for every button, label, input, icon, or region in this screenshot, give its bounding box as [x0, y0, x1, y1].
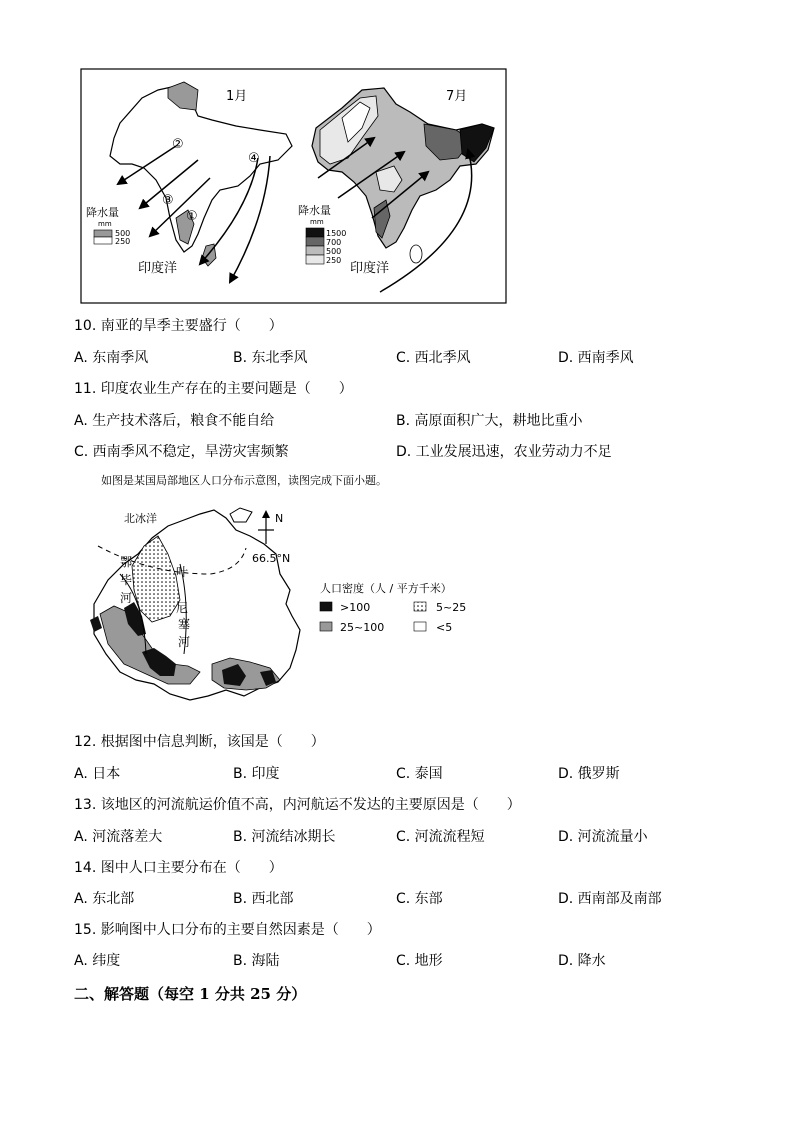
question-12-option-c[interactable]: C. 泰国 [396, 766, 443, 782]
question-15-option-a[interactable]: A. 纬度 [74, 953, 121, 969]
legend-25-100: 25~100 [340, 621, 385, 634]
legend-lt5: <5 [436, 621, 453, 634]
question-10-option-c[interactable]: C. 西北季风 [396, 350, 471, 366]
question-13-option-a[interactable]: A. 河流落差大 [74, 829, 163, 845]
arctic-ocean-label: 北冰洋 [124, 512, 157, 525]
north-arrow [258, 510, 283, 544]
question-12-stem: 12. 根据图中信息判断，该国是（ ） [74, 734, 325, 750]
question-14-option-d[interactable]: D. 西南部及南部 [558, 891, 662, 907]
river-yenisei-char-4: 河 [178, 635, 191, 649]
question-15-stem: 15. 影响图中人口分布的主要自然因素是（ ） [74, 922, 381, 938]
jul-legend-700: 700 [326, 238, 342, 247]
question-15-option-d[interactable]: D. 降水 [558, 953, 606, 969]
river-yenisei-char-3: 塞 [178, 617, 191, 631]
latitude-label: 66.5°N [252, 552, 291, 565]
question-13-option-d[interactable]: D. 河流流量小 [558, 829, 648, 845]
jan-legend-title: 降水量 [86, 206, 119, 219]
marker-1: ① [186, 209, 198, 224]
jan-legend-unit: mm [98, 220, 112, 228]
jul-legend-250: 250 [326, 256, 342, 265]
jul-legend-title: 降水量 [298, 204, 331, 217]
river-ob-char-2: 毕 [120, 573, 133, 587]
south-asia-monsoon-figure [80, 68, 507, 304]
question-13-option-c[interactable]: C. 河流流程短 [396, 829, 485, 845]
question-10-stem: 10. 南亚的旱季主要盛行（ ） [74, 318, 283, 334]
july-label: 7月 [446, 89, 468, 104]
river-yenisei-char-1: 叶 [176, 565, 189, 579]
jul-ocean-label: 印度洋 [350, 261, 390, 276]
question-15-option-b[interactable]: B. 海陆 [233, 953, 280, 969]
question-11-option-a[interactable]: A. 生产技术落后，粮食不能自给 [74, 413, 275, 429]
jul-legend-1500: 1500 [326, 229, 347, 238]
question-12-option-a[interactable]: A. 日本 [74, 766, 121, 782]
density-legend [320, 581, 466, 634]
density-legend-title: 人口密度（人 / 平方千米） [320, 582, 452, 595]
section-2-title: 二、解答题（每空 1 分共 25 分） [74, 985, 307, 1003]
jan-legend-250: 250 [115, 237, 131, 246]
river-ob-char-3: 河 [120, 591, 133, 605]
question-14-stem: 14. 图中人口主要分布在（ ） [74, 860, 283, 876]
population-map [90, 508, 300, 700]
legend-gt100: >100 [340, 601, 371, 614]
question-11-option-d[interactable]: D. 工业发展迅速，农业劳动力不足 [396, 444, 612, 460]
marker-2: ② [172, 137, 184, 152]
marker-4: ④ [248, 151, 260, 166]
jul-legend-unit: mm [310, 218, 324, 226]
figure-2-intro: 如图是某国局部地区人口分布示意图，读图完成下面小题。 [101, 474, 387, 487]
question-11-stem: 11. 印度农业生产存在的主要问题是（ ） [74, 381, 353, 397]
river-ob-char-1: 鄂 [120, 555, 133, 569]
question-10-option-a[interactable]: A. 东南季风 [74, 350, 149, 366]
january-label: 1月 [226, 89, 248, 104]
river-yenisei-char-2: 尼 [176, 601, 189, 615]
question-10-option-d[interactable]: D. 西南季风 [558, 350, 634, 366]
question-13-option-b[interactable]: B. 河流结冰期长 [233, 829, 336, 845]
question-11-option-b[interactable]: B. 高原面积广大，耕地比重小 [396, 413, 583, 429]
jan-ocean-label: 印度洋 [138, 261, 178, 276]
question-10-option-b[interactable]: B. 东北季风 [233, 350, 308, 366]
question-12-option-b[interactable]: B. 印度 [233, 766, 280, 782]
legend-5-25: 5~25 [436, 601, 467, 614]
question-11-option-c[interactable]: C. 西南季风不稳定，旱涝灾害频繁 [74, 444, 289, 460]
jan-legend-500: 500 [115, 229, 131, 238]
question-14-option-a[interactable]: A. 东北部 [74, 891, 135, 907]
question-15-option-c[interactable]: C. 地形 [396, 953, 443, 969]
jul-legend-500: 500 [326, 247, 342, 256]
population-distribution-figure [80, 504, 500, 718]
question-13-stem: 13. 该地区的河流航运价值不高，内河航运不发达的主要原因是（ ） [74, 797, 521, 813]
marker-3: ③ [162, 193, 174, 208]
question-14-option-c[interactable]: C. 东部 [396, 891, 443, 907]
north-label: N [275, 512, 284, 525]
question-12-option-d[interactable]: D. 俄罗斯 [558, 766, 620, 782]
question-14-option-b[interactable]: B. 西北部 [233, 891, 294, 907]
